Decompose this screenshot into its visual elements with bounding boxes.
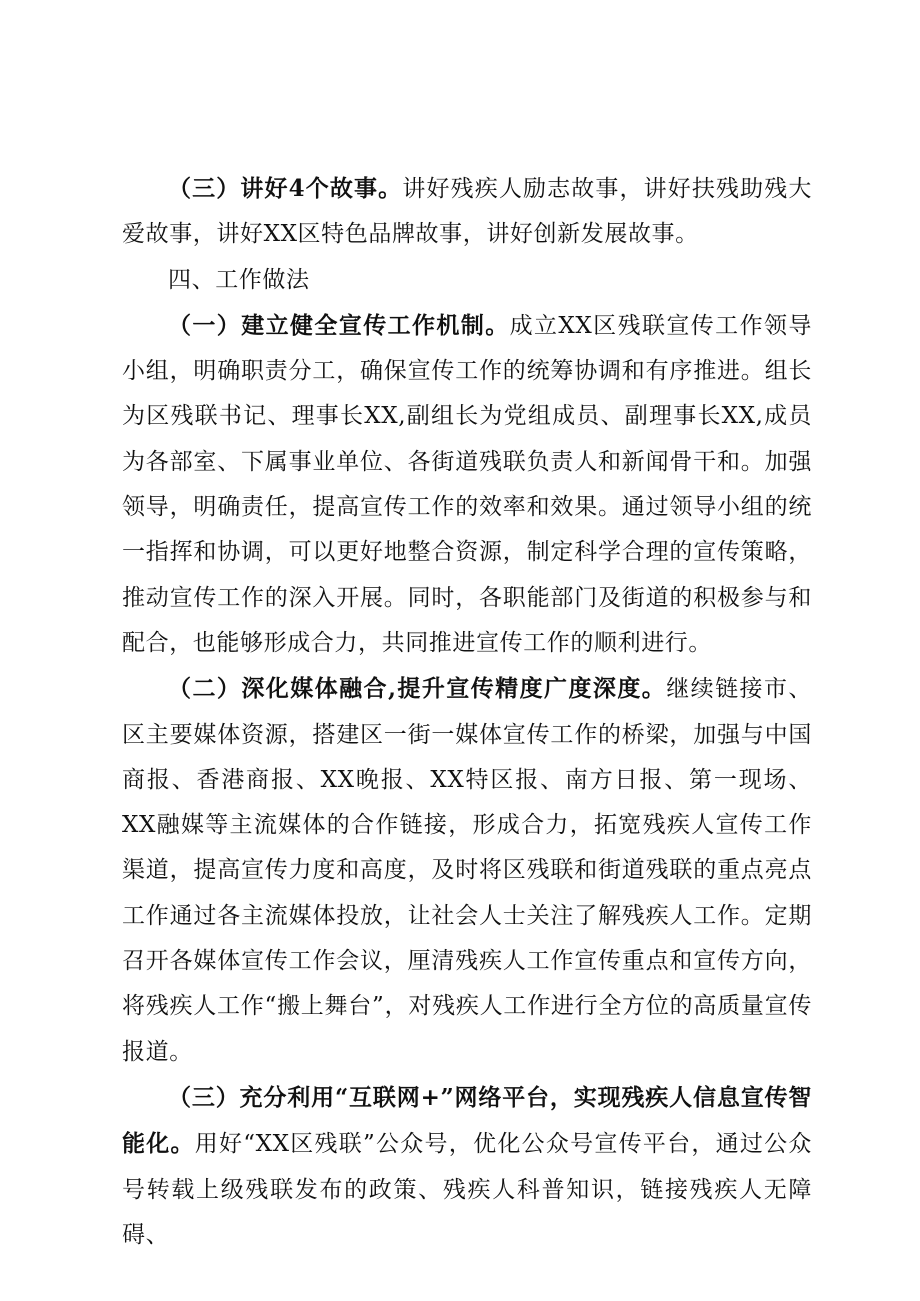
section-heading-work-methods [122,258,812,303]
document-body [122,166,812,1258]
paragraph-internet-platform [122,1075,812,1258]
paragraph-text: 继续链接市、区主要媒体资源，搭建区一街一媒体宣传工作的桥梁，加强与中国商报、香港商报、XX晚报、XX特区报、南方日报、第一现场、XX融媒等主流媒体的合作链接，形成合力，拓宽残疾人宣传工作渠道，提高宣传力度和高度，及时将区残联和街道残联的重点亮点工作通过各主流媒体投放，让社会人士关注了解残疾人工作。定期召开各媒体宣传工作会议，厘清残疾人工作宣传重点和宣传方向，将残疾人工作“搬上舞台”，对残疾人工作进行全方位的高质量宣传报道。 [122,676,812,1065]
paragraph-mechanism [122,303,812,666]
paragraph-text: 成立XX区残联宣传工作领导小组，明确职责分工，确保宣传工作的统筹协调和有序推进。组长为区残联书记、理事长XX,副组长为党组成员、副理事长XX,成员为各部室、下属事业单位、各街道残联负责人和新闻骨干和。加强领导，明确责任，提高宣传工作的效率和效果。通过领导小组的统一指挥和协调，可以更好地整合资源，制定科学合理的宣传策略，推动宣传工作的深入开展。同时，各职能部门及街道的积极参与和配合，也能够形成合力，共同推进宣传工作的顺利进行。 [122,312,812,656]
paragraph-heading: （二）深化媒体融合,提升宣传精度广度深度。 [168,675,667,703]
paragraph-heading: （三）讲好4个故事。 [168,175,403,202]
paragraph-heading: （一）建立健全宣传工作机制。 [168,311,510,339]
paragraph-text: 用好“XX区残联”公众号，优化公众号宣传平台，通过公众号转载上级残联发布的政策、残疾人科普知识，链接残疾人无障碍、 [122,1131,812,1248]
paragraph-tell-stories [122,166,812,258]
paragraph-media-fusion [122,666,812,1075]
section-heading-text: 四、工作做法 [168,266,310,293]
paragraph-heading: （三）充分利用“互联网+”网络平台，实现残疾人信息宣传智能化。 [122,1083,812,1158]
paragraph-text: 讲好残疾人励志故事，讲好扶残助残大爱故事，讲好XX区特色品牌故事，讲好创新发展故事。 [122,176,812,248]
